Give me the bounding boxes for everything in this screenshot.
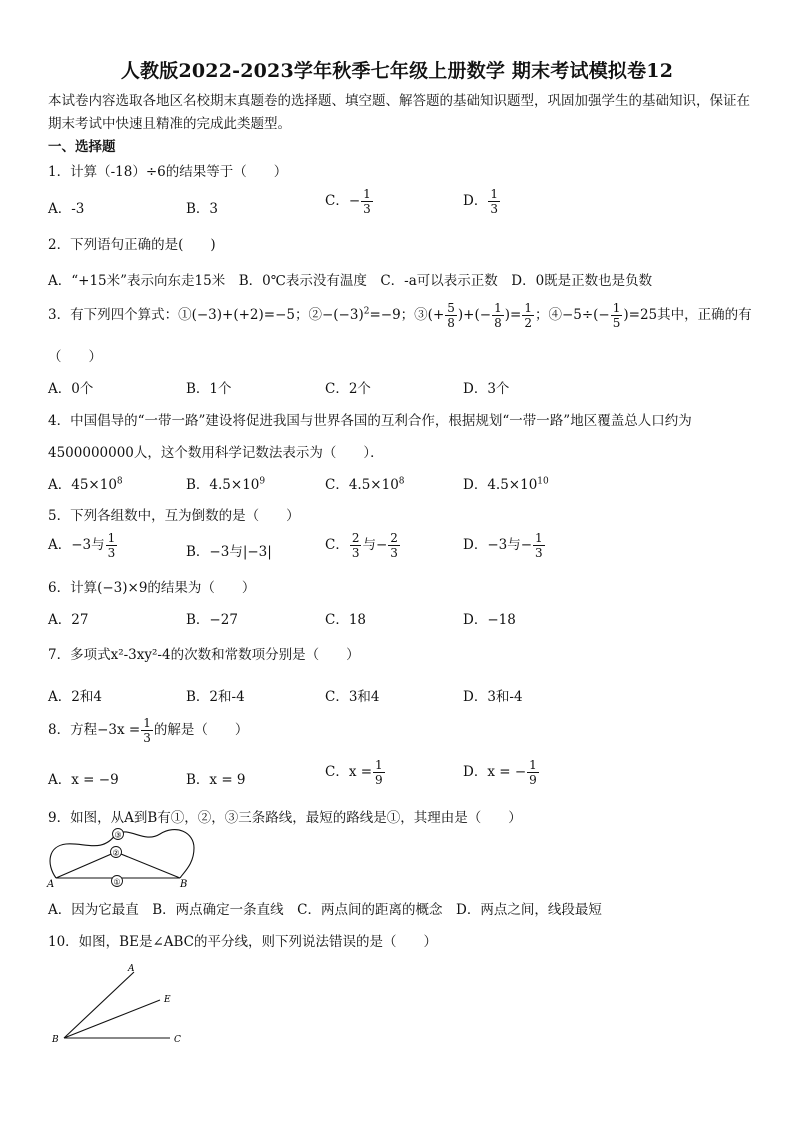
numerator: 1: [363, 187, 371, 201]
q4-a-base: A．45×10: [48, 477, 117, 493]
denominator: 8: [494, 316, 502, 330]
denominator: 8: [447, 316, 455, 330]
ray-be: [64, 1000, 160, 1038]
label-2: ②: [112, 848, 120, 858]
q10-stem: 10．如图，BE是∠ABC的平分线，则下列说法错误的是（ ）: [48, 934, 438, 950]
q7-option-a: A．2和4: [48, 689, 102, 705]
numerator: 1: [612, 301, 621, 315]
q8-d-prefix: D．x = −: [463, 764, 527, 780]
q6-option-d: D．−18: [463, 612, 516, 628]
numerator: 5: [447, 301, 455, 315]
q3-option-d: D．3个: [463, 381, 510, 397]
q5-d-fraction: [533, 532, 545, 559]
q8-option-d: [463, 759, 540, 786]
q4-stem-line2: 4500000000人，这个数用科学记数法表示为（ ）．: [48, 445, 384, 461]
q1-c-prefix: C．−: [325, 193, 361, 209]
q8-part-b: 的解是（ ）: [153, 722, 249, 738]
q5-c-prefix: C．: [325, 537, 349, 553]
denominator: 3: [351, 546, 360, 560]
denominator: 3: [490, 202, 498, 216]
q4-option-a: [48, 473, 123, 493]
q7-option-c: C．3和4: [325, 689, 380, 705]
q4-c-exp: 8: [398, 476, 405, 487]
q3-part-b: =−9；③(+: [369, 307, 445, 323]
q5-a-fraction: [106, 532, 118, 559]
q4-a-exp: 8: [116, 476, 123, 487]
numerator: 2: [390, 531, 398, 545]
q3-part-e: ；④−5÷(−: [534, 307, 610, 323]
q4-d-exp: 10: [537, 476, 549, 487]
q3-frac-1: [445, 302, 457, 329]
denominator: 3: [107, 546, 116, 560]
numerator: 1: [375, 758, 383, 772]
point-e-label: E: [164, 995, 171, 1005]
q3-part-d: )=: [504, 307, 522, 323]
q8-part-a: 8．方程−3x =: [48, 722, 141, 738]
q3-frac-2: [492, 302, 504, 329]
label-1: ①: [113, 877, 121, 887]
q6-option-c: C．18: [325, 612, 367, 628]
q5-option-b: B．−3与|−3|: [186, 544, 272, 560]
q2-options: A．“+15米”表示向东走15米 B．0℃表示没有温度 C．-a可以表示正数 D．0既是正数也是负数: [48, 273, 653, 289]
numerator: 1: [535, 531, 543, 545]
q1-option-d: [463, 188, 501, 215]
numerator: 2: [351, 531, 360, 545]
point-a-label: A: [47, 879, 55, 890]
q5-option-c: [325, 532, 401, 559]
q4-option-c: [325, 473, 405, 493]
numerator: 1: [524, 301, 532, 315]
q4-b-exp: 9: [259, 476, 266, 487]
q10-angle-figure: [48, 960, 198, 1050]
q4-option-b: [186, 473, 265, 493]
q4-d-base: D．4.5×10: [463, 477, 538, 493]
q1-d-prefix: D．: [463, 193, 488, 209]
q5-stem: 5．下列各组数中，互为倒数的是（ ）: [48, 508, 300, 524]
q3-part-a: 3．有下列四个算式：①(−3)+(+2)=−5；②−(−3): [48, 307, 364, 323]
point-b-label: B: [52, 1035, 59, 1045]
q4-stem-line1: 4．中国倡导的“一带一路”建设将促进我国与世界各国的互利合作，根据规划“一带一路”地区覆盖总人口约为: [48, 413, 692, 429]
q3-option-c: C．2个: [325, 381, 371, 397]
q8-option-c: [325, 759, 386, 786]
denominator: 9: [375, 773, 383, 787]
q5-option-d: [463, 532, 546, 559]
q1-stem: 1．计算（-18）÷6的结果等于（ ）: [48, 164, 288, 180]
q2-stem: 2．下列语句正确的是( ): [48, 237, 216, 253]
denominator: 3: [390, 546, 398, 560]
q5-c-fraction-1: [350, 532, 362, 559]
q8-fraction: [141, 717, 153, 744]
q3-option-a: A．0个: [48, 381, 94, 397]
denominator: 2: [524, 316, 532, 330]
q1-option-b: B．3: [186, 201, 219, 217]
q4-option-d: [463, 473, 549, 493]
section-heading: 一、选择题: [48, 139, 116, 155]
q4-b-base: B．4.5×10: [186, 477, 260, 493]
q7-stem: 7．多项式x²-3xy²-4的次数和常数项分别是（ ）: [48, 647, 360, 663]
q3-exponent: 2: [363, 306, 370, 317]
q1-c-fraction: [361, 188, 373, 215]
q5-c-middle: 与−: [362, 537, 388, 553]
q5-d-prefix: D．−3与−: [463, 537, 533, 553]
q3-part-c: )+(−: [457, 307, 492, 323]
q3-stem: [48, 302, 752, 329]
intro-paragraph: [48, 90, 754, 159]
point-c-label: C: [174, 1035, 181, 1045]
intro-text: 本试卷内容选取各地区名校期末真题卷的选择题、填空题、解答题的基础知识题型，巩固加强学生的基础知识，保证在期末考试中快速且精准的完成此类题型。: [48, 93, 750, 132]
q6-option-a: A．27: [48, 612, 89, 628]
denominator: 9: [529, 773, 537, 787]
point-a-label: A: [128, 964, 135, 974]
q6-option-b: B．−27: [186, 612, 238, 628]
q8-option-b: B．x = 9: [186, 772, 246, 788]
numerator: 1: [529, 758, 537, 772]
q8-stem: [48, 717, 248, 744]
numerator: 1: [107, 531, 116, 545]
point-b-label: B: [180, 879, 188, 890]
label-3: ③: [114, 830, 122, 840]
q3-frac-3: [522, 302, 534, 329]
q9-stem: 9．如图，从A到B有①，②，③三条路线，最短的路线是①，其理由是（ ）: [48, 810, 522, 826]
page-title: 人教版2022-2023学年秋季七年级上册数学 期末考试模拟卷12: [120, 60, 674, 82]
q3-option-b: B．1个: [186, 381, 232, 397]
q8-d-fraction: [527, 759, 539, 786]
q3-part-f: )=25其中，正确的有: [623, 307, 752, 323]
q8-c-prefix: C．x =: [325, 764, 373, 780]
q5-a-prefix: A．−3与: [48, 537, 105, 553]
ray-ba: [64, 972, 134, 1038]
numerator: 1: [143, 716, 151, 730]
q9-route-figure: [44, 824, 204, 892]
denominator: 3: [143, 731, 151, 745]
denominator: 3: [535, 546, 543, 560]
numerator: 1: [494, 301, 502, 315]
denominator: 5: [612, 316, 621, 330]
q7-option-b: B．2和-4: [186, 689, 245, 705]
q8-option-a: A．x = −9: [48, 772, 119, 788]
q7-option-d: D．3和-4: [463, 689, 523, 705]
q1-d-fraction: [488, 188, 500, 215]
q6-stem: 6．计算(−3)×9的结果为（ ）: [48, 580, 256, 596]
denominator: 3: [363, 202, 371, 216]
q9-options: A．因为它最直 B．两点确定一条直线 C．两点间的距离的概念 D．两点之间，线段最短: [48, 902, 602, 918]
q8-c-fraction: [373, 759, 385, 786]
numerator: 1: [490, 187, 498, 201]
q5-option-a: [48, 532, 118, 559]
q1-option-a: A．-3: [48, 201, 85, 217]
q1-option-c: [325, 188, 374, 215]
q5-c-fraction-2: [388, 532, 400, 559]
q3-frac-4: [611, 302, 623, 329]
q4-c-base: C．4.5×10: [325, 477, 399, 493]
q3-paren: （ ）: [48, 349, 102, 365]
